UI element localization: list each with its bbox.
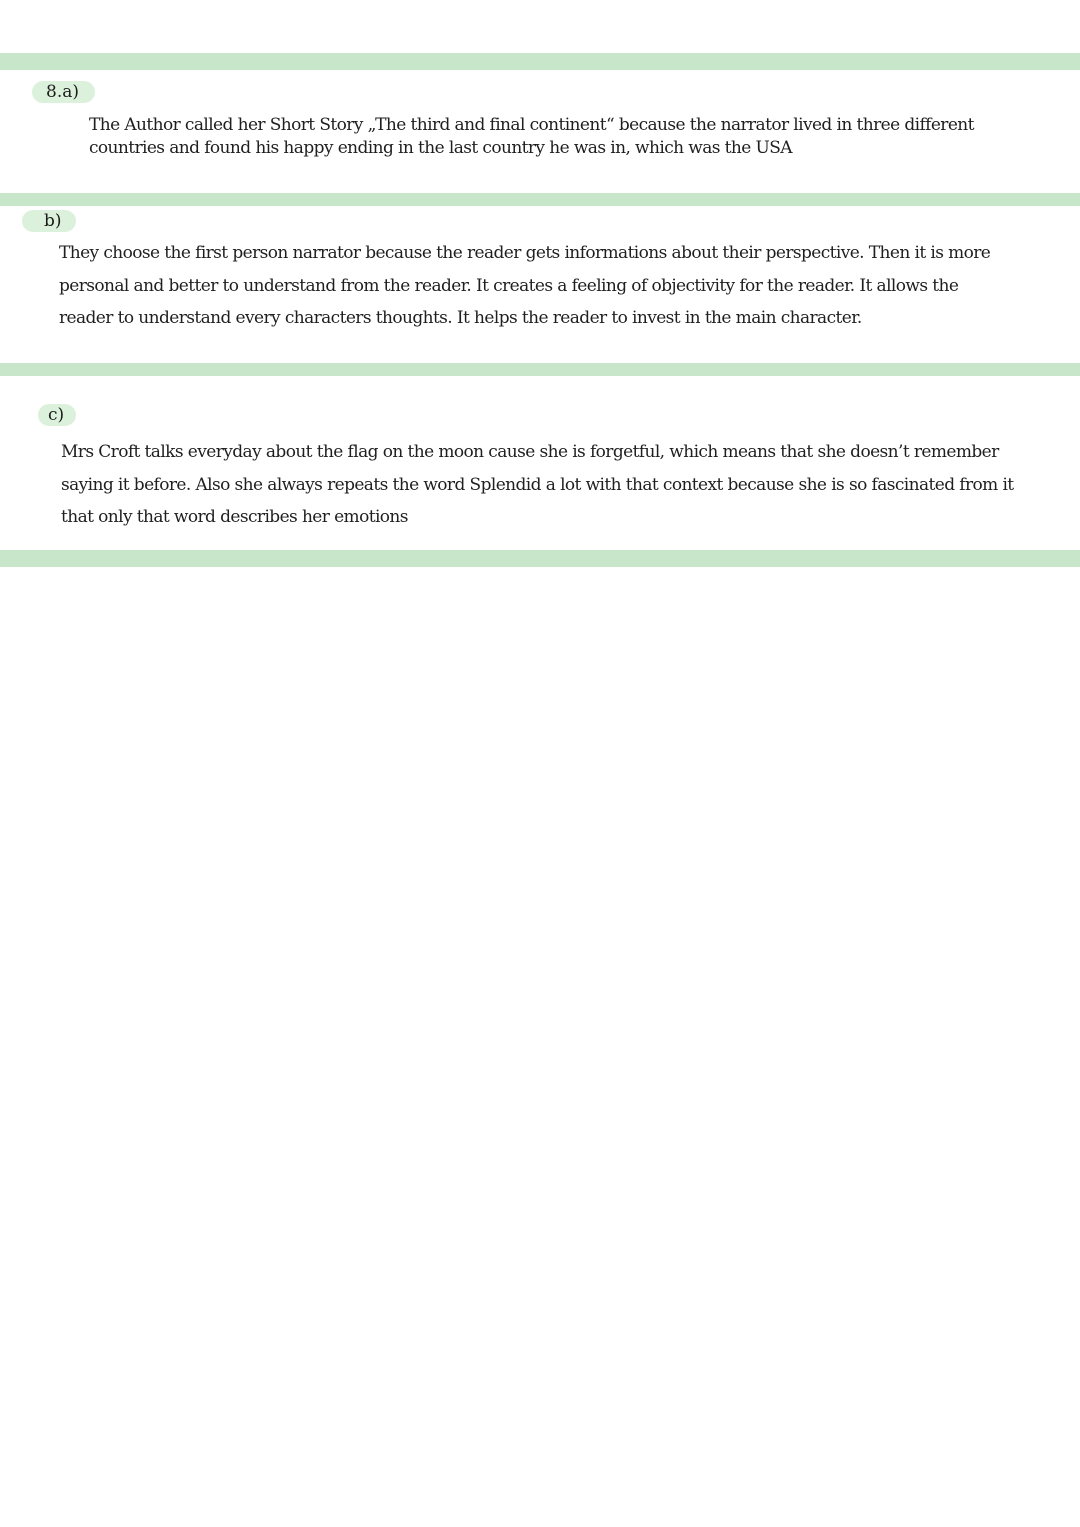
- question-label-b: b): [22, 210, 76, 232]
- section-divider-top: [0, 53, 1080, 70]
- section-divider-bottom: [0, 550, 1080, 567]
- answer-text-c: Mrs Croft talks everyday about the flag on the moon cause she is forgetful, which means that she doesn’t remember saying it before. Also she always repeats the word Splendid a lot with that context because she is so fascinated from it that only that word describes her emotions: [61, 442, 1014, 527]
- answer-text-b: They choose the first person narrator because the reader gets informations about their perspective. Then it is more personal and better to understand from the reader. It creates a feeling of objectivity for the reader. It allows the reader to understand every characters thoughts. It helps the reader to invest in the main character.: [59, 243, 991, 328]
- section-divider-a-b: [0, 193, 1080, 206]
- question-label-c: c): [38, 404, 76, 426]
- question-label-a: 8.a): [32, 81, 95, 103]
- answer-text-a: The Author called her Short Story „The third and final continent“ because the narrator lived in three different countries and found his happy ending in the last country he was in, which was the USA: [89, 115, 974, 158]
- section-divider-b-c: [0, 363, 1080, 376]
